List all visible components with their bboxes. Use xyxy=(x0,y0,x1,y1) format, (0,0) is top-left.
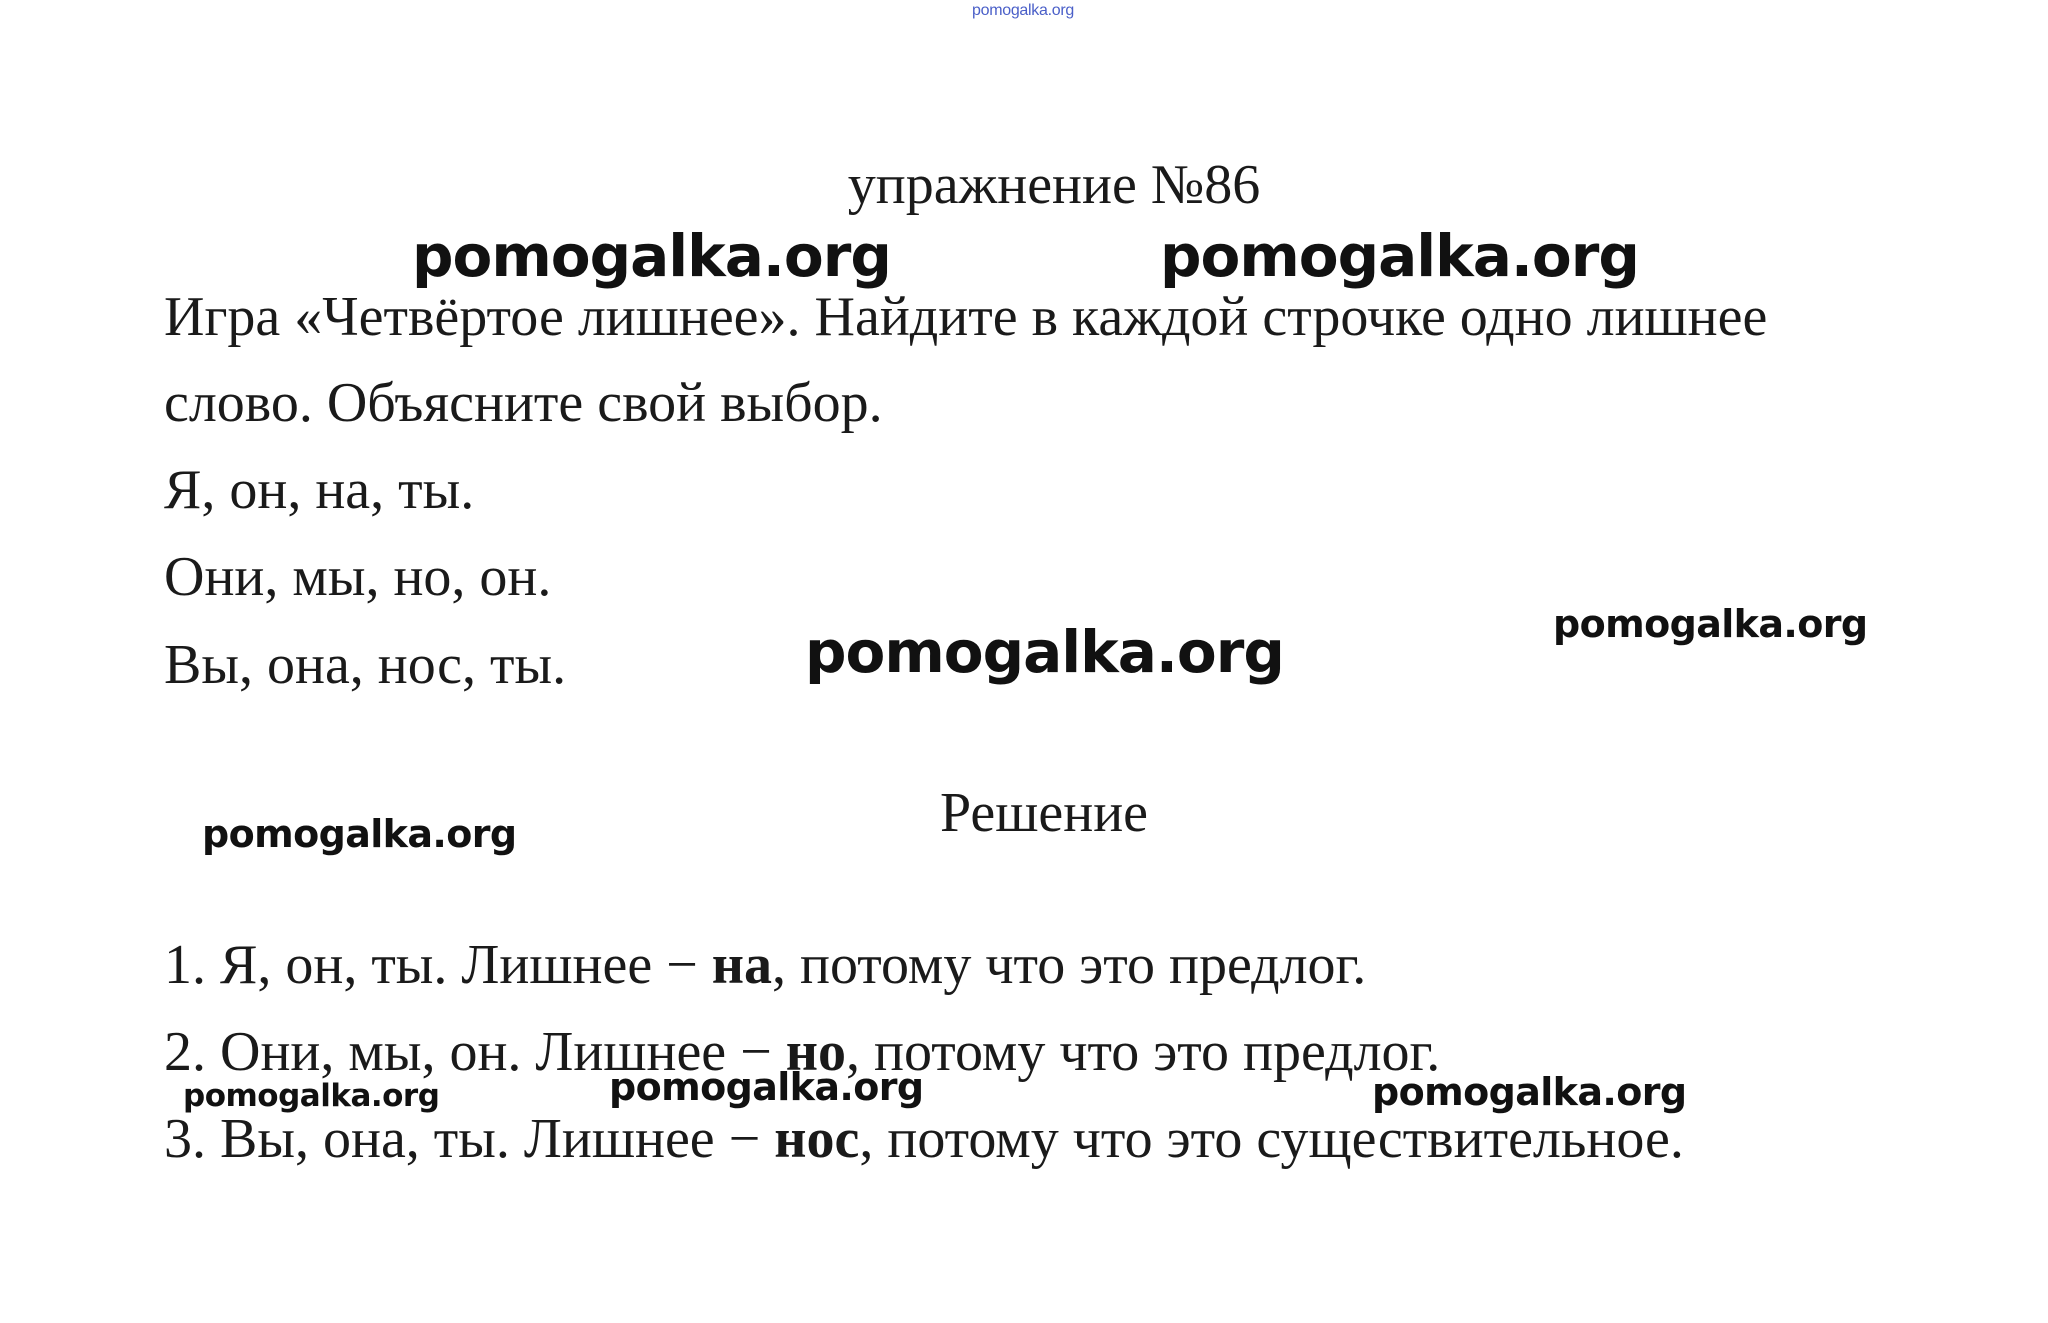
watermark: pomogalka.org xyxy=(1160,222,1639,290)
answer-1-text: 1. Я, он, ты. Лишнее − xyxy=(164,934,712,996)
word-row-3: Вы, она, нос, ты. xyxy=(164,634,567,696)
answer-1-word: на xyxy=(711,934,773,996)
watermark: pomogalka.org xyxy=(1553,602,1868,646)
task-text-line-1: Игра «Четвёртое лишнее». Найдите в каждой строчке одно лишнее xyxy=(164,286,1768,348)
answer-3-reason: , потому что это существительное. xyxy=(859,1108,1684,1170)
site-mark: pomogalka.org xyxy=(972,2,1074,19)
watermark: pomogalka.org xyxy=(412,222,891,290)
answer-3-word: нос xyxy=(774,1108,860,1170)
answer-3-text: 3. Вы, она, ты. Лишнее − xyxy=(164,1108,775,1170)
answer-1-reason: , потому что это предлог. xyxy=(772,934,1367,996)
task-text-line-2: слово. Объясните свой выбор. xyxy=(164,372,883,434)
answer-2-reason: , потому что это предлог. xyxy=(846,1021,1441,1083)
watermark: pomogalka.org xyxy=(609,1065,924,1109)
watermark: pomogalka.org xyxy=(1372,1070,1687,1114)
answer-line-3 xyxy=(164,1104,1684,1174)
answer-2-text: 2. Они, мы, он. Лишнее − xyxy=(164,1021,786,1083)
answer-line-1 xyxy=(164,930,1366,1000)
solution-title: Решение xyxy=(940,782,1149,844)
word-row-1: Я, он, на, ты. xyxy=(164,459,475,521)
watermark: pomogalka.org xyxy=(805,618,1284,686)
exercise-title: упражнение №86 xyxy=(847,154,1261,216)
watermark: pomogalka.org xyxy=(202,812,517,856)
word-row-2: Они, мы, но, он. xyxy=(164,546,552,608)
answer-2-word: но xyxy=(785,1021,847,1083)
watermark: pomogalka.org xyxy=(183,1078,440,1114)
